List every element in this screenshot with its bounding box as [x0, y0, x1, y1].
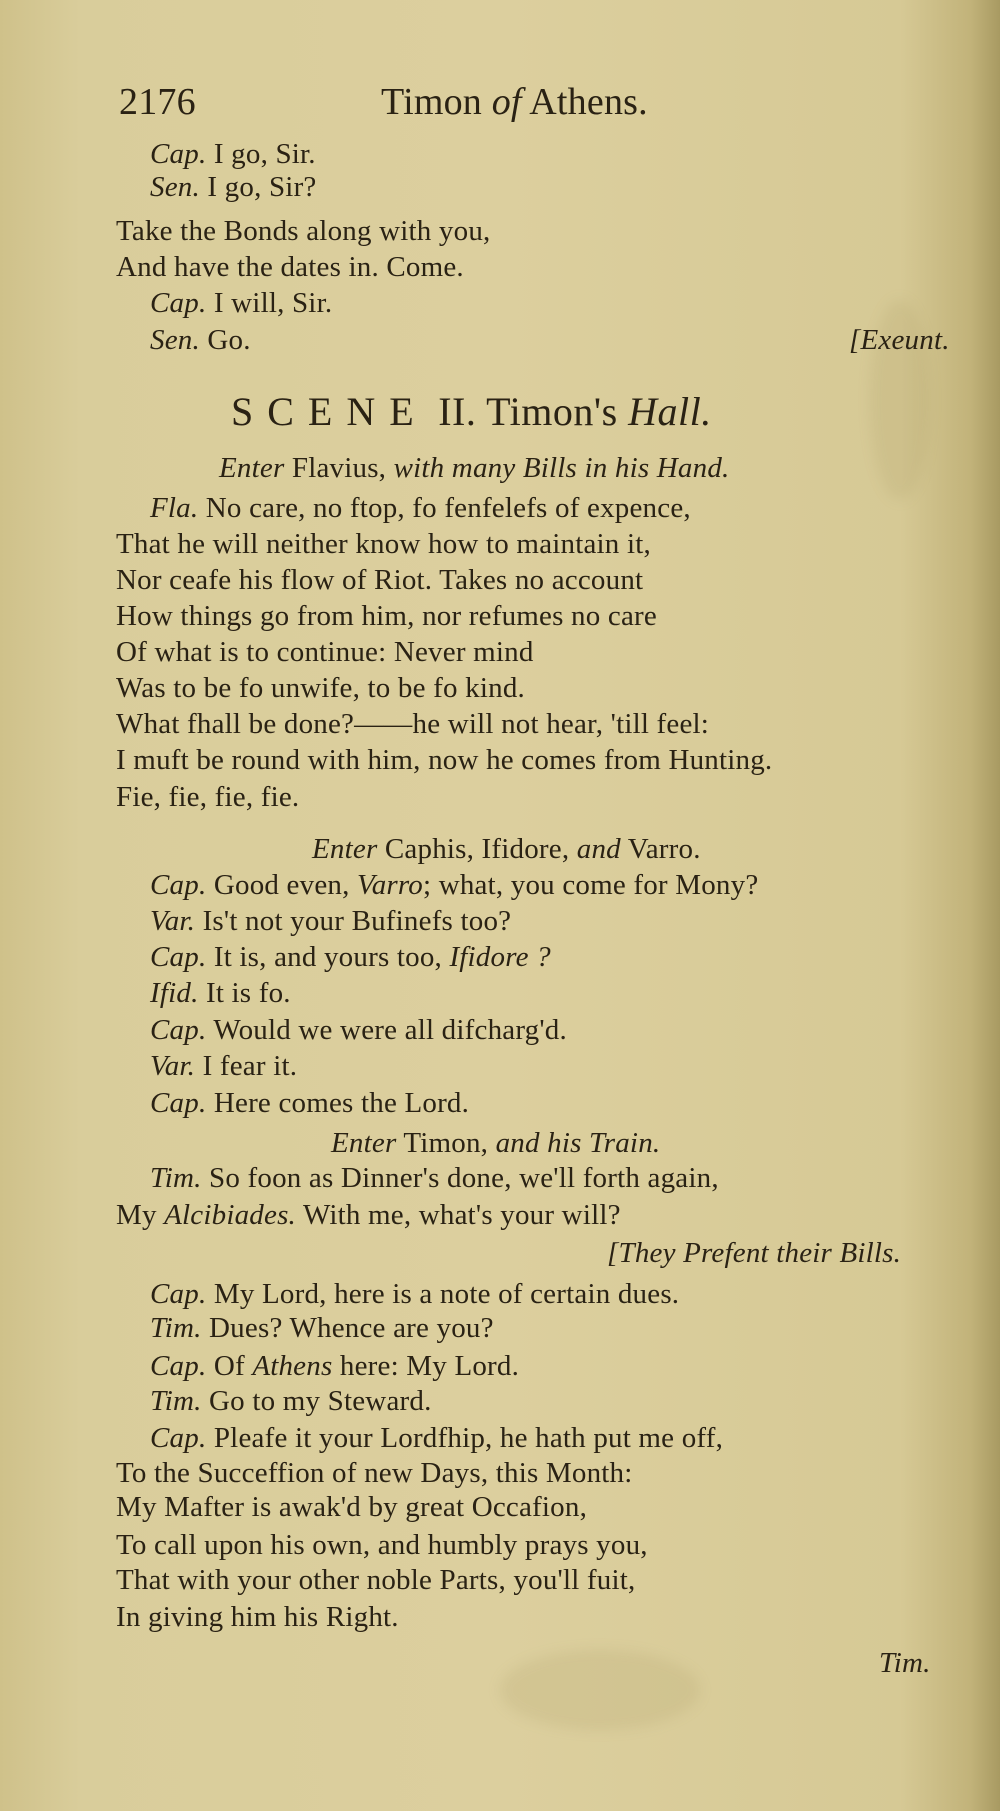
- text-line: [116, 634, 534, 670]
- text-line: [150, 1012, 567, 1048]
- text-segment: I fear it.: [195, 1050, 298, 1082]
- italic-text: Cap.: [150, 1087, 207, 1119]
- text-segment: Would we were all difcharg'd.: [206, 1014, 567, 1046]
- italic-text: Cap.: [150, 287, 207, 319]
- text-segment: I muft be round with him, now he comes from Hunting.: [116, 744, 773, 776]
- text-line: [116, 706, 709, 742]
- italic-text: Varro: [357, 869, 423, 901]
- italic-text: Enter: [219, 452, 285, 484]
- text-segment: Go.: [199, 324, 251, 356]
- text-line: [150, 322, 251, 358]
- running-title: [381, 81, 648, 123]
- text-line: [150, 1160, 719, 1196]
- text-segment: I go, Sir.: [206, 138, 316, 170]
- text-line: [150, 1085, 469, 1121]
- text-segment: Is't not your Bufinefs too?: [195, 905, 512, 937]
- text-segment: ; what, you come for Mony?: [423, 869, 759, 901]
- text-segment: Flavius,: [284, 452, 394, 484]
- italic-text: Cap.: [150, 941, 207, 973]
- text-line: [116, 670, 525, 706]
- text-line: [116, 598, 657, 634]
- text-line: [150, 169, 317, 205]
- text-line: [150, 939, 551, 975]
- italic-text: Enter: [331, 1127, 397, 1159]
- text-line: [150, 867, 758, 903]
- text-line: [116, 1562, 635, 1598]
- text-segment: Was to be fo unwife, to be fo kind.: [116, 672, 525, 704]
- text-segment: My Lord, here is a note of certain dues.: [206, 1278, 680, 1310]
- italic-text: with many Bills in his Hand.: [393, 452, 730, 484]
- title-part: Timon: [381, 81, 492, 123]
- italic-text: Cap.: [150, 1014, 207, 1046]
- italic-text: Ifid.: [150, 977, 199, 1009]
- text-line: [607, 1235, 901, 1271]
- text-line: [116, 742, 772, 778]
- text-segment: To the Succeffion of new Days, this Month:: [116, 1457, 633, 1489]
- text-segment: Timon,: [396, 1127, 496, 1159]
- text-segment: So foon as Dinner's done, we'll forth again,: [201, 1162, 719, 1194]
- text-segment: That he will neither know how to maintain it,: [116, 528, 651, 560]
- text-line: [150, 490, 691, 526]
- text-segment: How things go from him, nor refumes no care: [116, 600, 657, 632]
- italic-text: Ifidore ?: [449, 941, 551, 973]
- text-line: [150, 903, 511, 939]
- text-line: [116, 562, 643, 598]
- italic-text: Athens: [252, 1350, 333, 1382]
- text-segment: Pleafe it your Lordfhip, he hath put me off,: [206, 1422, 724, 1454]
- text-segment: Good even,: [206, 869, 357, 901]
- italic-text: Tim.: [150, 1385, 202, 1417]
- text-line: [116, 249, 464, 285]
- italic-text: [They Prefent their Bills.: [607, 1237, 902, 1269]
- text-segment: I will, Sir.: [206, 287, 333, 319]
- italic-text: Cap.: [150, 138, 207, 170]
- text-line: [879, 1645, 931, 1681]
- text-segment: In giving him his Right.: [116, 1601, 399, 1633]
- text-segment: here: My Lord.: [332, 1350, 520, 1382]
- text-line: [150, 285, 332, 321]
- text-segment: Of what is to continue: Never mind: [116, 636, 534, 668]
- text-line: [150, 1310, 494, 1346]
- italic-text: Tim.: [879, 1647, 931, 1679]
- text-segment: That with your other noble Parts, you'll fuit,: [116, 1564, 636, 1596]
- text-line: [116, 1489, 587, 1525]
- text-segment: My: [116, 1199, 165, 1231]
- italic-text: and his Train.: [495, 1127, 661, 1159]
- text-line: [116, 213, 490, 249]
- text-segment: Nor ceafe his flow of Riot. Takes no account: [116, 564, 644, 596]
- text-segment: Here comes the Lord.: [206, 1087, 470, 1119]
- text-segment: SCENE: [231, 389, 428, 434]
- text-line: [150, 1348, 519, 1384]
- title-part: of: [491, 81, 522, 123]
- text-line: [116, 1527, 648, 1563]
- page-number: 2176: [119, 81, 196, 123]
- text-segment: Dues? Whence are you?: [201, 1312, 494, 1344]
- italic-text: Cap.: [150, 1278, 207, 1310]
- text-segment: What fhall be done?——he will not hear, 'till feel:: [116, 708, 710, 740]
- italic-text: Tim.: [150, 1312, 202, 1344]
- title-part: Athens.: [521, 81, 648, 123]
- text-segment: Go to my Steward.: [201, 1385, 432, 1417]
- text-segment: It is, and yours too,: [206, 941, 450, 973]
- italic-text: Cap.: [150, 869, 207, 901]
- text-segment: Fie, fie, fie, fie.: [116, 781, 300, 813]
- text-line: [150, 1420, 723, 1456]
- italic-text: Sen.: [150, 324, 200, 356]
- text-segment: I go, Sir?: [199, 171, 317, 203]
- text-segment: To call upon his own, and humbly prays you,: [116, 1529, 648, 1561]
- italic-text: and: [576, 833, 621, 865]
- text-segment: Of: [206, 1350, 253, 1382]
- text-segment: And have the dates in. Come.: [116, 251, 464, 283]
- text-line: [116, 779, 299, 815]
- text-segment: It is fo.: [198, 977, 291, 1009]
- text-segment: Caphis, Ifidore,: [377, 833, 577, 865]
- text-line: [219, 450, 729, 486]
- text-line: [116, 1599, 399, 1635]
- italic-text: Alcibiades.: [164, 1199, 297, 1231]
- text-line: [116, 526, 651, 562]
- text-line: [312, 831, 701, 867]
- italic-text: Var.: [150, 905, 196, 937]
- italic-text: Hall.: [628, 389, 712, 434]
- text-line: [150, 136, 316, 172]
- text-line: [116, 1455, 632, 1491]
- italic-text: Var.: [150, 1050, 196, 1082]
- text-line: [150, 1383, 432, 1419]
- italic-text: Sen.: [150, 171, 200, 203]
- text-segment: No care, no ftop, fo fenfelefs of expence,: [198, 492, 691, 524]
- italic-text: Enter: [312, 833, 378, 865]
- text-line: [150, 1276, 679, 1312]
- text-segment: Take the Bonds along with you,: [116, 215, 491, 247]
- italic-text: Cap.: [150, 1422, 207, 1454]
- scene-heading: [231, 389, 712, 434]
- italic-text: Fla.: [150, 492, 199, 524]
- text-line: [150, 975, 291, 1011]
- text-segment: My Mafter is awak'd by great Occafion,: [116, 1491, 588, 1523]
- text-segment: With me, what's your will?: [296, 1199, 621, 1231]
- italic-text: Tim.: [150, 1162, 202, 1194]
- text-line: [331, 1125, 660, 1161]
- stage-direction-exeunt: [Exeunt.: [849, 324, 950, 356]
- text-segment: II. Timon's: [427, 389, 629, 434]
- text-segment: Varro.: [620, 833, 701, 865]
- italic-text: Cap.: [150, 1350, 207, 1382]
- text-line: [116, 1197, 621, 1233]
- text-line: [150, 1048, 297, 1084]
